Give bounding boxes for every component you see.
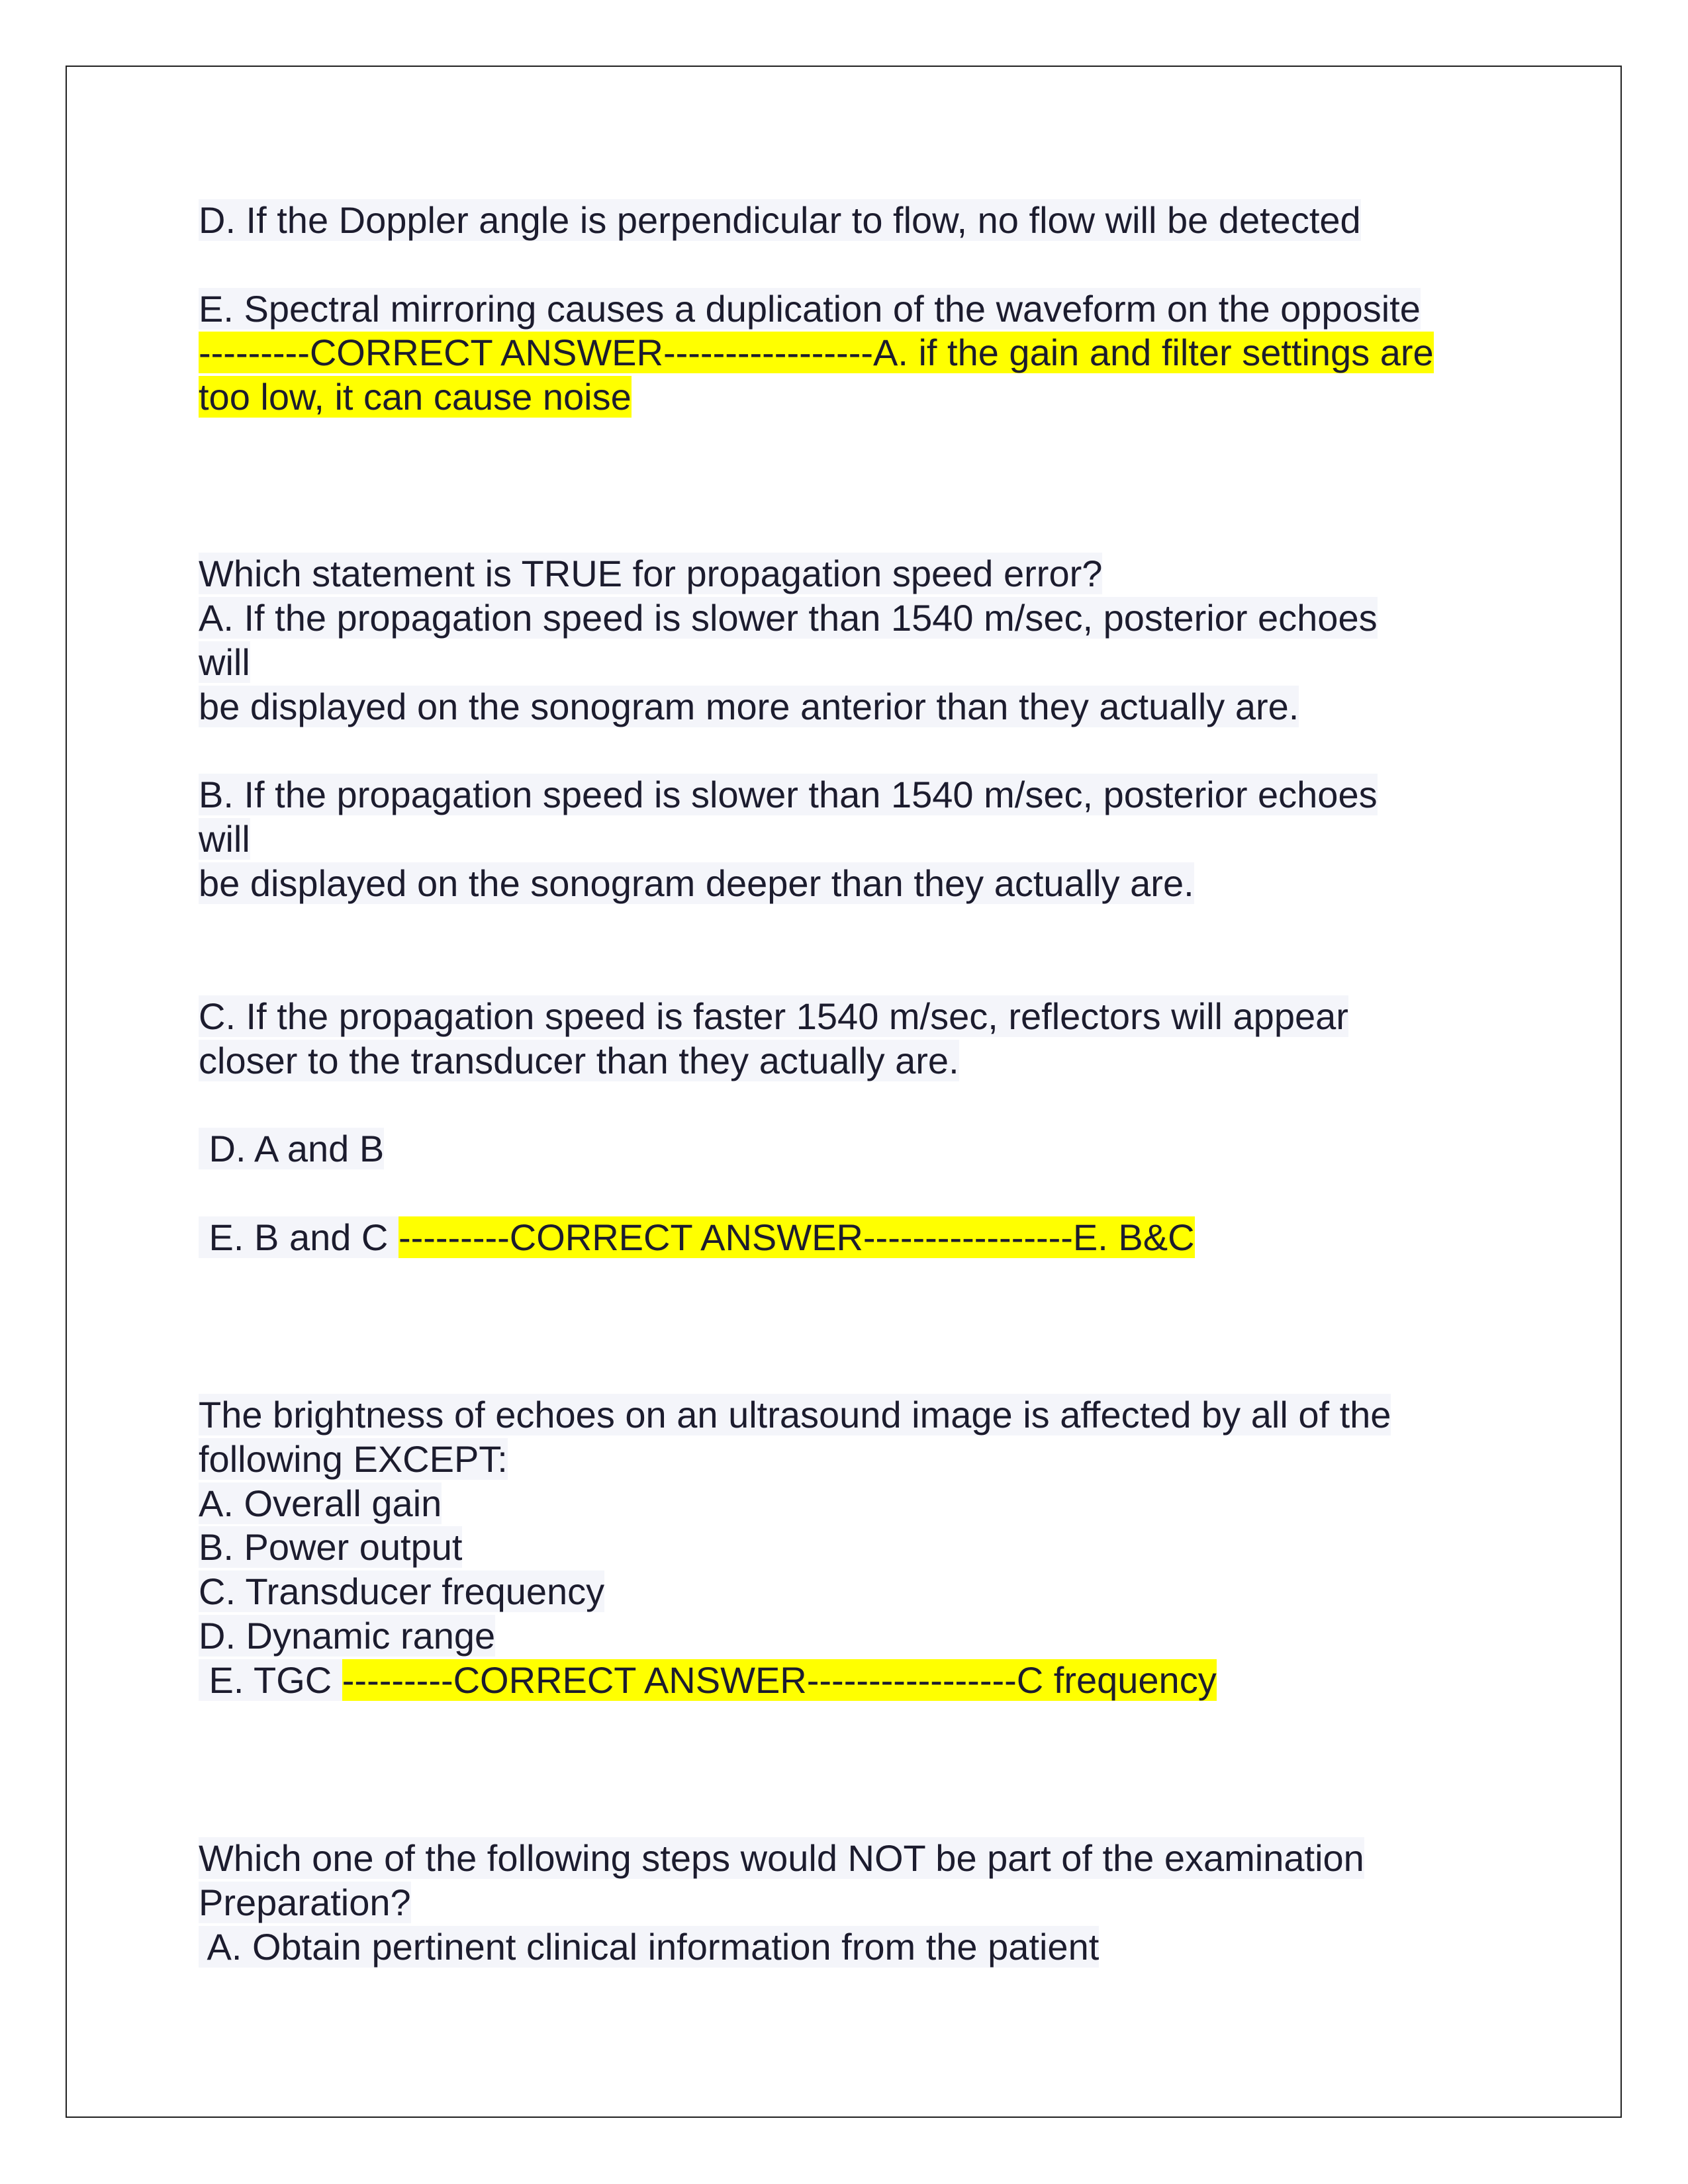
propagation-option-a-line-1: A. If the propagation speed is slower than 1540 m/sec, posterior echoes: [199, 597, 1378, 639]
propagation-option-e-with-answer: [199, 1216, 1195, 1259]
propagation-option-e: E. B and C: [199, 1216, 399, 1258]
propagation-option-a-line-3: be displayed on the sonogram more anterior than they actually are.: [199, 686, 1299, 727]
brightness-correct-answer: ---------CORRECT ANSWER-----------------C frequency: [342, 1659, 1217, 1701]
propagation-option-b-line-2: will: [199, 818, 250, 860]
preparation-question-line-2: Preparation?: [199, 1882, 411, 1923]
propagation-correct-answer: ---------CORRECT ANSWER-----------------E. B&C: [398, 1216, 1195, 1258]
propagation-option-c-line-2: closer to the transducer than they actually are.: [199, 1040, 959, 1081]
prev-question-answer-line-1: ---------CORRECT ANSWER-----------------A. if the gain and filter settings are: [199, 332, 1434, 373]
brightness-option-d: D. Dynamic range: [199, 1615, 496, 1657]
propagation-option-c-line-1: C. If the propagation speed is faster 1540 m/sec, reflectors will appear: [199, 995, 1348, 1037]
preparation-option-a: A. Obtain pertinent clinical information from the patient: [199, 1926, 1100, 1968]
brightness-question-line-2: following EXCEPT:: [199, 1438, 508, 1480]
brightness-option-c: C. Transducer frequency: [199, 1570, 605, 1612]
prev-question-option-d: D. If the Doppler angle is perpendicular to flow, no flow will be detected: [199, 199, 1361, 241]
brightness-option-b: B. Power output: [199, 1526, 463, 1568]
brightness-option-e-with-answer: [199, 1659, 1217, 1702]
propagation-option-a-line-2: will: [199, 641, 250, 683]
brightness-question-line-1: The brightness of echoes on an ultrasound image is affected by all of the: [199, 1394, 1391, 1435]
prev-question-option-e: E. Spectral mirroring causes a duplication of the waveform on the opposite: [199, 288, 1421, 330]
brightness-option-a: A. Overall gain: [199, 1482, 442, 1524]
propagation-option-b-line-3: be displayed on the sonogram deeper than they actually are.: [199, 862, 1194, 904]
preparation-question-line-1: Which one of the following steps would NOT be part of the examination: [199, 1837, 1364, 1879]
prev-question-answer-line-2: too low, it can cause noise: [199, 376, 632, 418]
propagation-option-d: D. A and B: [199, 1128, 385, 1169]
propagation-question-text: Which statement is TRUE for propagation speed error?: [199, 553, 1103, 594]
propagation-option-b-line-1: B. If the propagation speed is slower than 1540 m/sec, posterior echoes: [199, 774, 1378, 815]
brightness-option-e: E. TGC: [199, 1659, 342, 1701]
